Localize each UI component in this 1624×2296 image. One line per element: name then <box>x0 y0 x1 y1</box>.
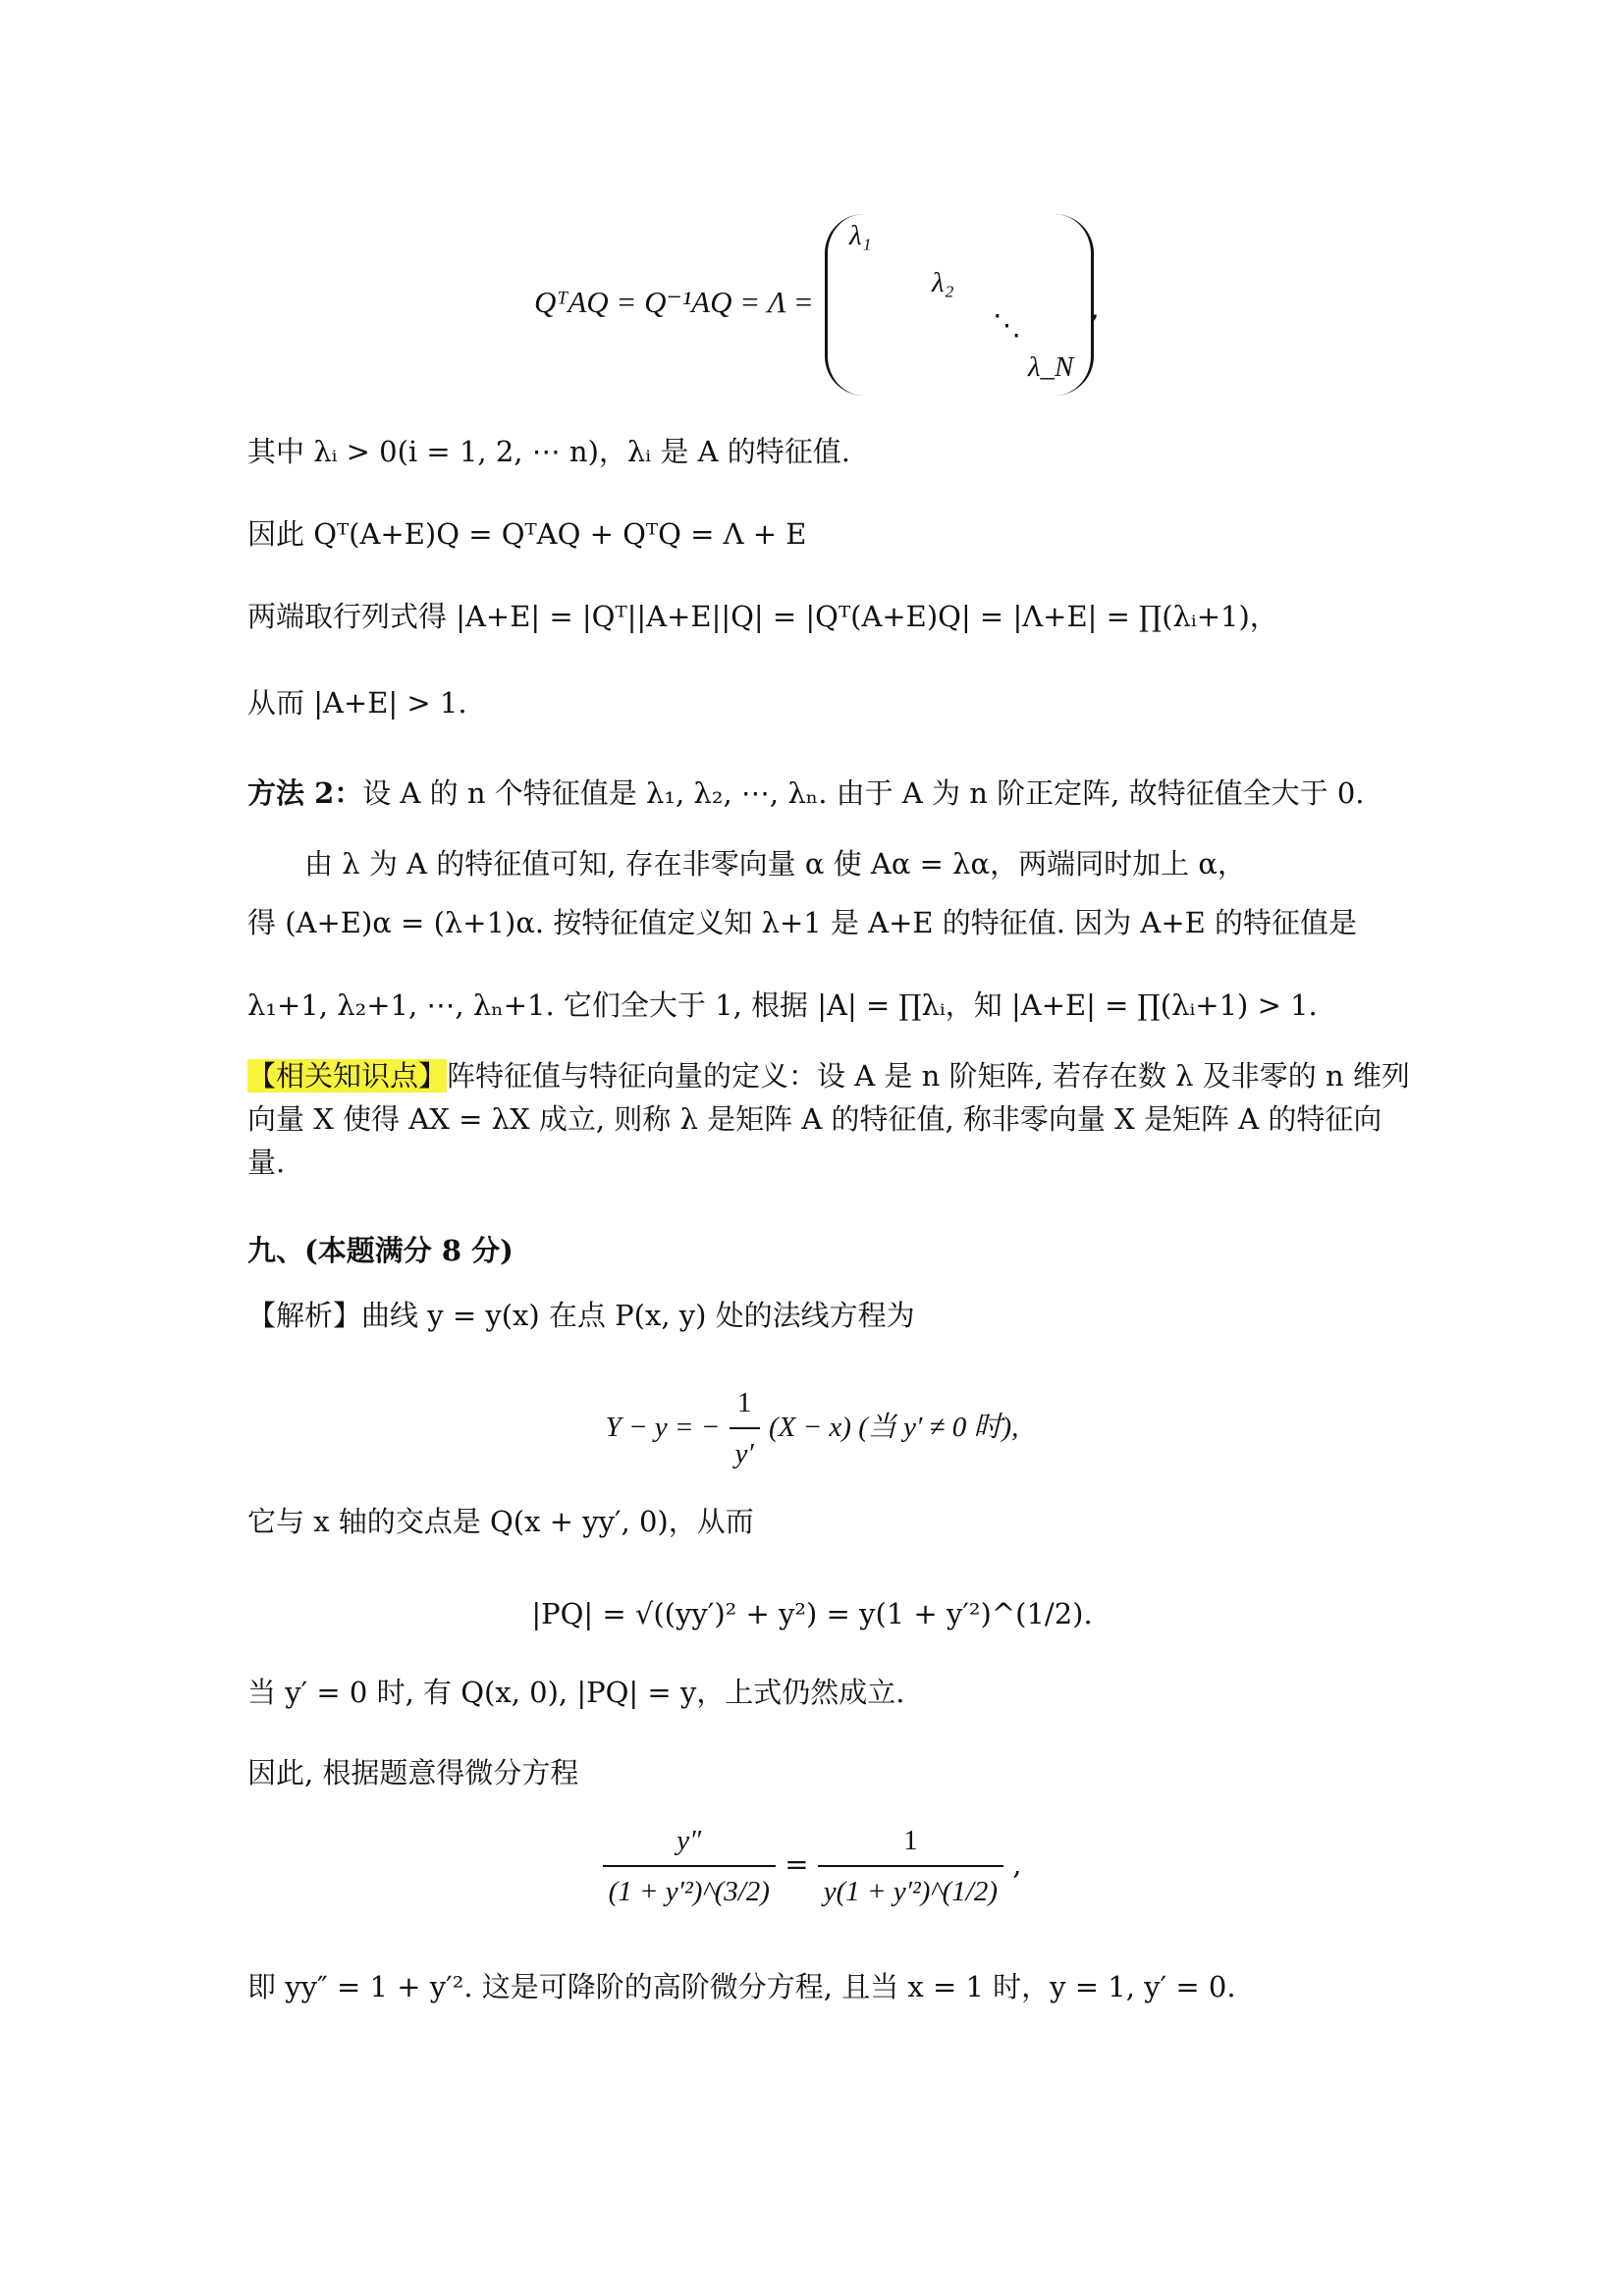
analysis-line-1: 【解析】曲线 y = y(x) 在点 P(x, y) 处的法线方程为 <box>247 1299 915 1332</box>
text-line-eigen-positive: 其中 λᵢ > 0(i = 1, 2, ⋯ n)，λᵢ 是 A 的特征值. <box>247 435 850 468</box>
normal-equation-fraction <box>730 1378 760 1478</box>
knowledge-point-line-1 <box>247 1056 1410 1095</box>
matrix-entry-1: λ₁ <box>849 220 872 251</box>
ode-left-num: y″ <box>677 1825 702 1856</box>
ode-trail: , <box>1012 1847 1022 1881</box>
pq-equation: |PQ| = √((yy′)² + y²) = y(1 + y′²)^(1/2). <box>531 1597 1093 1630</box>
matrix-entry-n: λ_N <box>1028 351 1074 383</box>
ode-right-den: y(1 + y′²)^(1/2) <box>818 1865 1003 1916</box>
section-9-heading: 九、(本题满分 8 分) <box>247 1234 514 1267</box>
ode-right-num: 1 <box>903 1825 918 1856</box>
matrix-equation-lhs: QᵀAQ = Q⁻¹AQ = Λ = <box>534 285 814 319</box>
method-2-text: 设 A 的 n 个特征值是 λ₁, λ₂, ⋯, λₙ. 由于 A 为 n 阶正定阵, 故特征值全大于 0. <box>362 776 1365 810</box>
text-line-conclusion: 从而 |A+E| > 1. <box>247 686 467 720</box>
normal-equation-lhs: Y − y = − <box>605 1412 721 1443</box>
knowledge-point-line-2: 向量 X 使得 AX = λX 成立, 则称 λ 是矩阵 A 的特征值, 称非零向量 X 是矩阵 A 的特征向 <box>247 1102 1382 1136</box>
diagonal-matrix <box>825 214 1094 396</box>
analysis-line-2: 它与 x 轴的交点是 Q(x + yy′, 0)，从而 <box>247 1505 754 1538</box>
ode-fraction-left <box>603 1816 776 1916</box>
normal-fraction-den: y′ <box>730 1427 760 1478</box>
method-2-line-2: 由 λ 为 A 的特征值可知, 存在非零向量 α 使 Aα = λα，两端同时加上 α， <box>304 847 1246 881</box>
ode-fraction-right <box>818 1816 1003 1916</box>
matrix-equation-comma: , <box>1090 291 1100 326</box>
method-2-line-3: 得 (A+E)α = (λ+1)α. 按特征值定义知 λ+1 是 A+E 的特征值. 因为 A+E 的特征值是 <box>247 906 1358 939</box>
matrix-entry-2: λ₂ <box>932 267 954 298</box>
method-2-line <box>247 774 1365 813</box>
ode-equals: = <box>785 1847 809 1881</box>
ode-equation <box>0 1816 1624 1916</box>
normal-fraction-num: 1 <box>736 1387 752 1418</box>
method-2-line-4: λ₁+1, λ₂+1, ⋯, λₙ+1. 它们全大于 1, 根据 |A| = ∏λᵢ，知 |A+E| = ∏(λᵢ+1) > 1. <box>247 988 1318 1022</box>
normal-equation <box>0 1378 1624 1478</box>
analysis-line-4: 因此, 根据题意得微分方程 <box>247 1756 579 1789</box>
analysis-line-3: 当 y′ = 0 时, 有 Q(x, 0), |PQ| = y，上式仍然成立. <box>247 1676 905 1709</box>
matrix-entry-dots: ⋱ <box>993 310 1021 342</box>
knowledge-point-line-3: 量. <box>247 1146 286 1179</box>
ode-left-den: (1 + y′²)^(3/2) <box>603 1865 776 1916</box>
knowledge-point-tag: 【相关知识点】 <box>247 1059 448 1093</box>
text-line-therefore: 因此 Qᵀ(A+E)Q = QᵀAQ + QᵀQ = Λ + E <box>247 517 807 551</box>
method-2-label: 方法 2： <box>247 776 363 810</box>
normal-equation-rhs: (X − x) (当 y′ ≠ 0 时), <box>768 1412 1019 1443</box>
analysis-line-5: 即 yy″ = 1 + y′². 这是可降阶的高阶微分方程, 且当 x = 1 时，y = 1, y′ = 0. <box>247 1970 1236 2003</box>
text-line-determinant: 两端取行列式得 |A+E| = |Qᵀ||A+E||Q| = |Qᵀ(A+E)Q| = |Λ+E| = ∏(λᵢ+1)， <box>247 600 1278 633</box>
knowledge-point-text-1: 阵特征值与特征向量的定义：设 A 是 n 阶矩阵, 若存在数 λ 及非零的 n 维列 <box>447 1059 1410 1093</box>
